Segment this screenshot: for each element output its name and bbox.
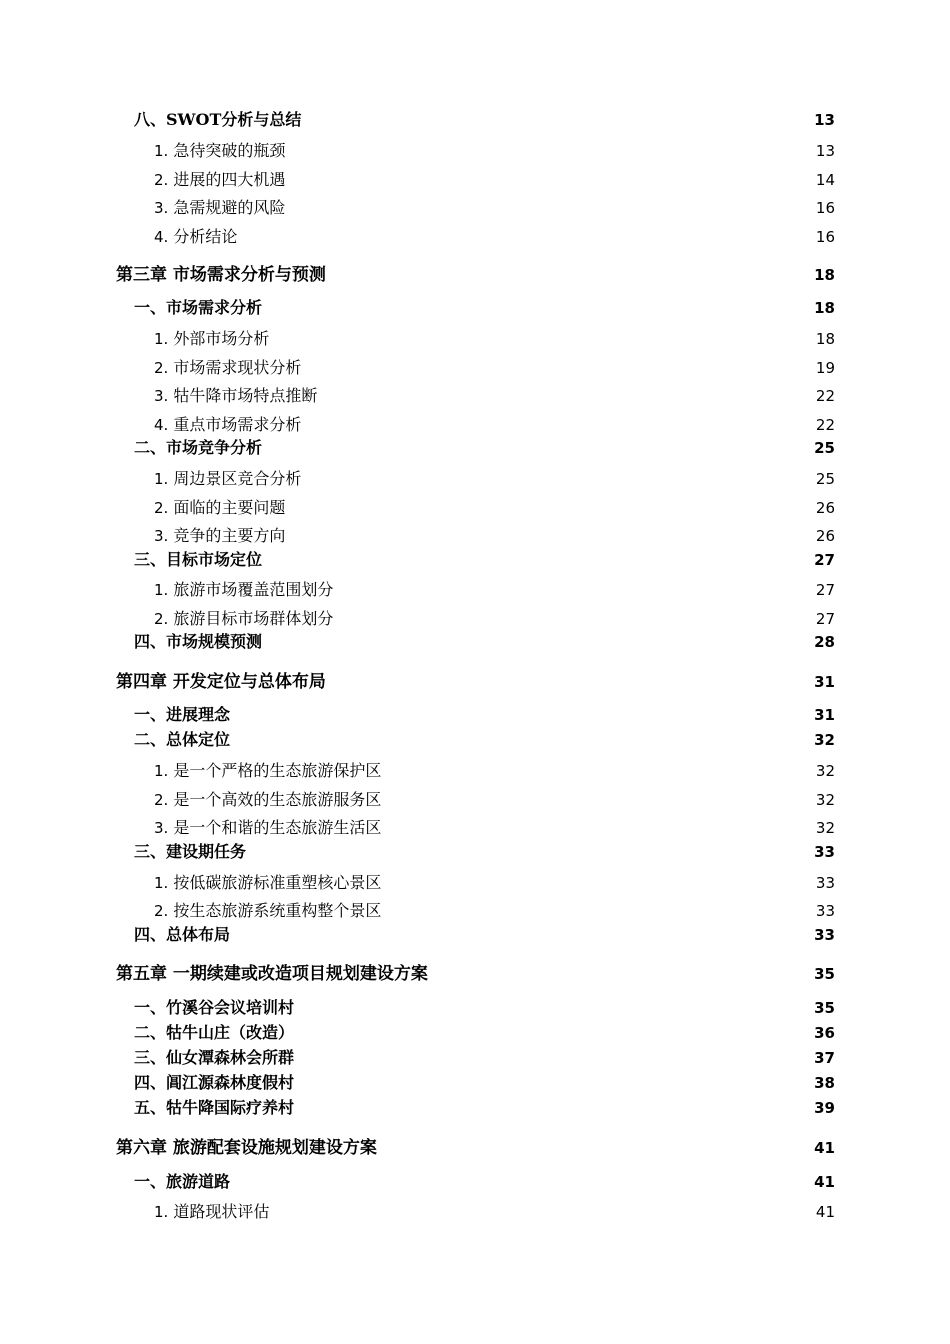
toc-entry-page: 16 bbox=[815, 199, 835, 217]
toc-entry-text: 按生态旅游系统重构整个景区 bbox=[173, 901, 382, 920]
toc-entry-title bbox=[154, 467, 301, 491]
toc-entry[interactable] bbox=[0, 496, 950, 520]
toc-entry-title bbox=[154, 899, 381, 923]
toc-entry-title bbox=[154, 816, 381, 840]
toc-entry[interactable] bbox=[0, 1071, 950, 1095]
toc-entry-number: 2. bbox=[154, 610, 169, 628]
toc-entry[interactable] bbox=[0, 225, 950, 249]
toc-entry-number: 2. bbox=[154, 499, 169, 517]
toc-entry[interactable] bbox=[0, 871, 950, 895]
toc-entry-page: 33 bbox=[814, 926, 835, 944]
toc-entry[interactable] bbox=[0, 607, 950, 631]
toc-entry[interactable] bbox=[0, 524, 950, 548]
toc-entry-page: 37 bbox=[814, 1049, 835, 1067]
toc-entry[interactable] bbox=[0, 384, 950, 408]
toc-entry[interactable] bbox=[0, 168, 950, 192]
toc-entry-page: 35 bbox=[814, 999, 835, 1017]
toc-entry-page: 26 bbox=[815, 527, 835, 545]
toc-entry[interactable] bbox=[0, 296, 950, 320]
toc-entry-page: 27 bbox=[815, 610, 835, 628]
toc-entry-page: 41 bbox=[815, 1203, 835, 1221]
toc-entry-page: 36 bbox=[814, 1024, 835, 1042]
toc-entry[interactable] bbox=[0, 413, 950, 437]
toc-entry-text: 外部市场分析 bbox=[173, 329, 270, 348]
toc-entry-title bbox=[154, 871, 381, 895]
toc-entry-page: 18 bbox=[815, 330, 835, 348]
toc-entry-text: 面临的主要问题 bbox=[173, 498, 286, 517]
toc-entry-title bbox=[154, 139, 285, 163]
toc-entry-number: 1. bbox=[154, 581, 169, 599]
toc-entry-title: 一、进展理念 bbox=[134, 705, 231, 724]
toc-entry-title bbox=[154, 607, 333, 631]
toc-entry-title bbox=[154, 578, 333, 602]
toc-entry-text: 牯牛降市场特点推断 bbox=[173, 386, 318, 405]
toc-entry[interactable] bbox=[0, 630, 950, 654]
toc-chapter-title: 第四章 开发定位与总体布局 bbox=[116, 672, 326, 692]
toc-entry-text: 急需规避的风险 bbox=[173, 198, 286, 217]
toc-entry-title bbox=[154, 524, 285, 548]
toc-entry-page: 27 bbox=[814, 551, 835, 569]
toc-entry-number: 1. bbox=[154, 142, 169, 160]
toc-entry-text: 分析结论 bbox=[173, 227, 238, 246]
toc-entry-text: 道路现状评估 bbox=[173, 1202, 270, 1221]
toc-entry-page: 31 bbox=[814, 706, 835, 724]
toc-entry-page: 25 bbox=[815, 470, 835, 488]
toc-entry-number: 2. bbox=[154, 902, 169, 920]
toc-entry-page: 14 bbox=[815, 171, 835, 189]
toc-entry-title: 一、旅游道路 bbox=[134, 1172, 231, 1191]
toc-entry-number: 4. bbox=[154, 416, 169, 434]
toc-entry-title: 四、阊江源森林度假村 bbox=[134, 1073, 295, 1092]
toc-entry[interactable] bbox=[0, 788, 950, 812]
toc-entry-title: 一、市场需求分析 bbox=[134, 298, 263, 317]
toc-entry-page: 22 bbox=[815, 387, 835, 405]
toc-entry-page: 38 bbox=[814, 1074, 835, 1092]
toc-entry-title: 二、总体定位 bbox=[134, 730, 231, 749]
toc-entry-number: 3. bbox=[154, 199, 169, 217]
toc-entry[interactable] bbox=[0, 923, 950, 947]
toc-entry-page: 33 bbox=[815, 874, 835, 892]
toc-entry-page: 13 bbox=[815, 142, 835, 160]
toc-entry-title bbox=[154, 413, 301, 437]
toc-entry-title: 三、仙女潭森林会所群 bbox=[134, 1048, 295, 1067]
toc-chapter-page: 31 bbox=[814, 673, 835, 691]
toc-entry-text: 周边景区竞合分析 bbox=[173, 469, 302, 488]
toc-entry[interactable] bbox=[0, 467, 950, 491]
toc-entry-text: 市场需求现状分析 bbox=[173, 358, 302, 377]
toc-entry-title: 三、目标市场定位 bbox=[134, 550, 263, 569]
toc-chapter[interactable] bbox=[0, 1136, 950, 1160]
toc-entry-title bbox=[154, 356, 301, 380]
toc-entry[interactable] bbox=[0, 108, 950, 132]
toc-entry-title: 五、牯牛降国际疗养村 bbox=[134, 1098, 295, 1117]
toc-entry-page: 18 bbox=[814, 299, 835, 317]
toc-entry[interactable] bbox=[0, 840, 950, 864]
toc-entry-number: 3. bbox=[154, 819, 169, 837]
toc-entry-text: 旅游目标市场群体划分 bbox=[173, 609, 334, 628]
toc-entry[interactable] bbox=[0, 139, 950, 163]
toc-chapter-page: 18 bbox=[814, 266, 835, 284]
toc-entry-page: 41 bbox=[814, 1173, 835, 1191]
toc-entry-title bbox=[154, 1200, 269, 1224]
toc-entry-page: 27 bbox=[815, 581, 835, 599]
toc-chapter-title: 第六章 旅游配套设施规划建设方案 bbox=[116, 1138, 377, 1158]
toc-entry-page: 39 bbox=[814, 1099, 835, 1117]
toc-entry-number: 1. bbox=[154, 874, 169, 892]
toc-entry[interactable] bbox=[0, 356, 950, 380]
toc-entry-page: 33 bbox=[815, 902, 835, 920]
toc-entry-title: 八、SWOT分析与总结 bbox=[134, 110, 302, 129]
toc-entry-text: 是一个高效的生态旅游服务区 bbox=[173, 790, 382, 809]
toc-entry-number: 1. bbox=[154, 470, 169, 488]
toc-entry-title: 四、总体布局 bbox=[134, 925, 231, 944]
toc-entry[interactable] bbox=[0, 578, 950, 602]
toc-entry-title bbox=[154, 168, 285, 192]
toc-chapter[interactable] bbox=[0, 670, 950, 694]
toc-entry[interactable] bbox=[0, 759, 950, 783]
toc-chapter-title: 第三章 市场需求分析与预测 bbox=[116, 265, 326, 285]
toc-entry[interactable] bbox=[0, 548, 950, 572]
toc-entry-number: 2. bbox=[154, 171, 169, 189]
toc-entry-title bbox=[154, 496, 285, 520]
toc-entry-number: 1. bbox=[154, 330, 169, 348]
toc-entry-page: 13 bbox=[814, 111, 835, 129]
toc-entry-number: 3. bbox=[154, 527, 169, 545]
toc-entry-page: 22 bbox=[815, 416, 835, 434]
toc-entry[interactable] bbox=[0, 196, 950, 220]
toc-entry-page: 32 bbox=[815, 819, 835, 837]
toc-entry-text: 按低碳旅游标准重塑核心景区 bbox=[173, 873, 382, 892]
toc-entry-title: 四、市场规模预测 bbox=[134, 632, 263, 651]
toc-entry-title: 二、市场竞争分析 bbox=[134, 438, 263, 457]
toc-entry-title bbox=[154, 759, 381, 783]
toc-entry-title bbox=[154, 225, 237, 249]
toc-entry[interactable] bbox=[0, 436, 950, 460]
toc-entry[interactable] bbox=[0, 1170, 950, 1194]
toc-entry-number: 4. bbox=[154, 228, 169, 246]
toc-entry-page: 26 bbox=[815, 499, 835, 517]
toc-entry[interactable] bbox=[0, 996, 950, 1020]
toc-entry-number: 1. bbox=[154, 1203, 169, 1221]
toc-chapter-page: 35 bbox=[814, 965, 835, 983]
toc-entry-page: 32 bbox=[815, 762, 835, 780]
toc-entry-page: 19 bbox=[815, 359, 835, 377]
toc-entry-text: 竞争的主要方向 bbox=[173, 526, 286, 545]
toc-entry-title bbox=[154, 327, 269, 351]
toc-entry-page: 32 bbox=[815, 791, 835, 809]
toc-entry-number: 2. bbox=[154, 791, 169, 809]
toc-entry-page: 28 bbox=[814, 633, 835, 651]
toc-entry-title bbox=[154, 196, 285, 220]
toc-entry[interactable] bbox=[0, 1046, 950, 1070]
toc-entry-page: 32 bbox=[814, 731, 835, 749]
toc-chapter[interactable] bbox=[0, 962, 950, 986]
toc-entry-number: 3. bbox=[154, 387, 169, 405]
toc-entry-number: 1. bbox=[154, 762, 169, 780]
toc-entry-text: 旅游市场覆盖范围划分 bbox=[173, 580, 334, 599]
toc-entry[interactable] bbox=[0, 327, 950, 351]
toc-entry-page: 16 bbox=[815, 228, 835, 246]
toc-entry-title: 二、牯牛山庄（改造） bbox=[134, 1023, 295, 1042]
toc-entry-page: 33 bbox=[814, 843, 835, 861]
toc-entry[interactable] bbox=[0, 816, 950, 840]
toc-entry-title bbox=[154, 788, 381, 812]
toc-entry[interactable] bbox=[0, 728, 950, 752]
toc-entry-text: 进展的四大机遇 bbox=[173, 170, 286, 189]
toc-entry[interactable] bbox=[0, 899, 950, 923]
toc-entry-text: 是一个和谐的生态旅游生活区 bbox=[173, 818, 382, 837]
toc-entry-text: 是一个严格的生态旅游保护区 bbox=[173, 761, 382, 780]
toc-entry-text: 急待突破的瓶颈 bbox=[173, 141, 286, 160]
toc-entry[interactable] bbox=[0, 1021, 950, 1045]
toc-chapter-title: 第五章 一期续建或改造项目规划建设方案 bbox=[116, 964, 428, 984]
toc-entry-title bbox=[154, 384, 317, 408]
toc-entry-title: 三、建设期任务 bbox=[134, 842, 247, 861]
toc-entry-title: 一、竹溪谷会议培训村 bbox=[134, 998, 295, 1017]
toc-chapter-page: 41 bbox=[814, 1139, 835, 1157]
toc-entry[interactable] bbox=[0, 1096, 950, 1120]
toc-entry-page: 25 bbox=[814, 439, 835, 457]
toc-entry-number: 2. bbox=[154, 359, 169, 377]
toc-chapter[interactable] bbox=[0, 263, 950, 287]
toc-entry[interactable] bbox=[0, 703, 950, 727]
toc-entry[interactable] bbox=[0, 1200, 950, 1224]
toc-entry-text: 重点市场需求分析 bbox=[173, 415, 302, 434]
